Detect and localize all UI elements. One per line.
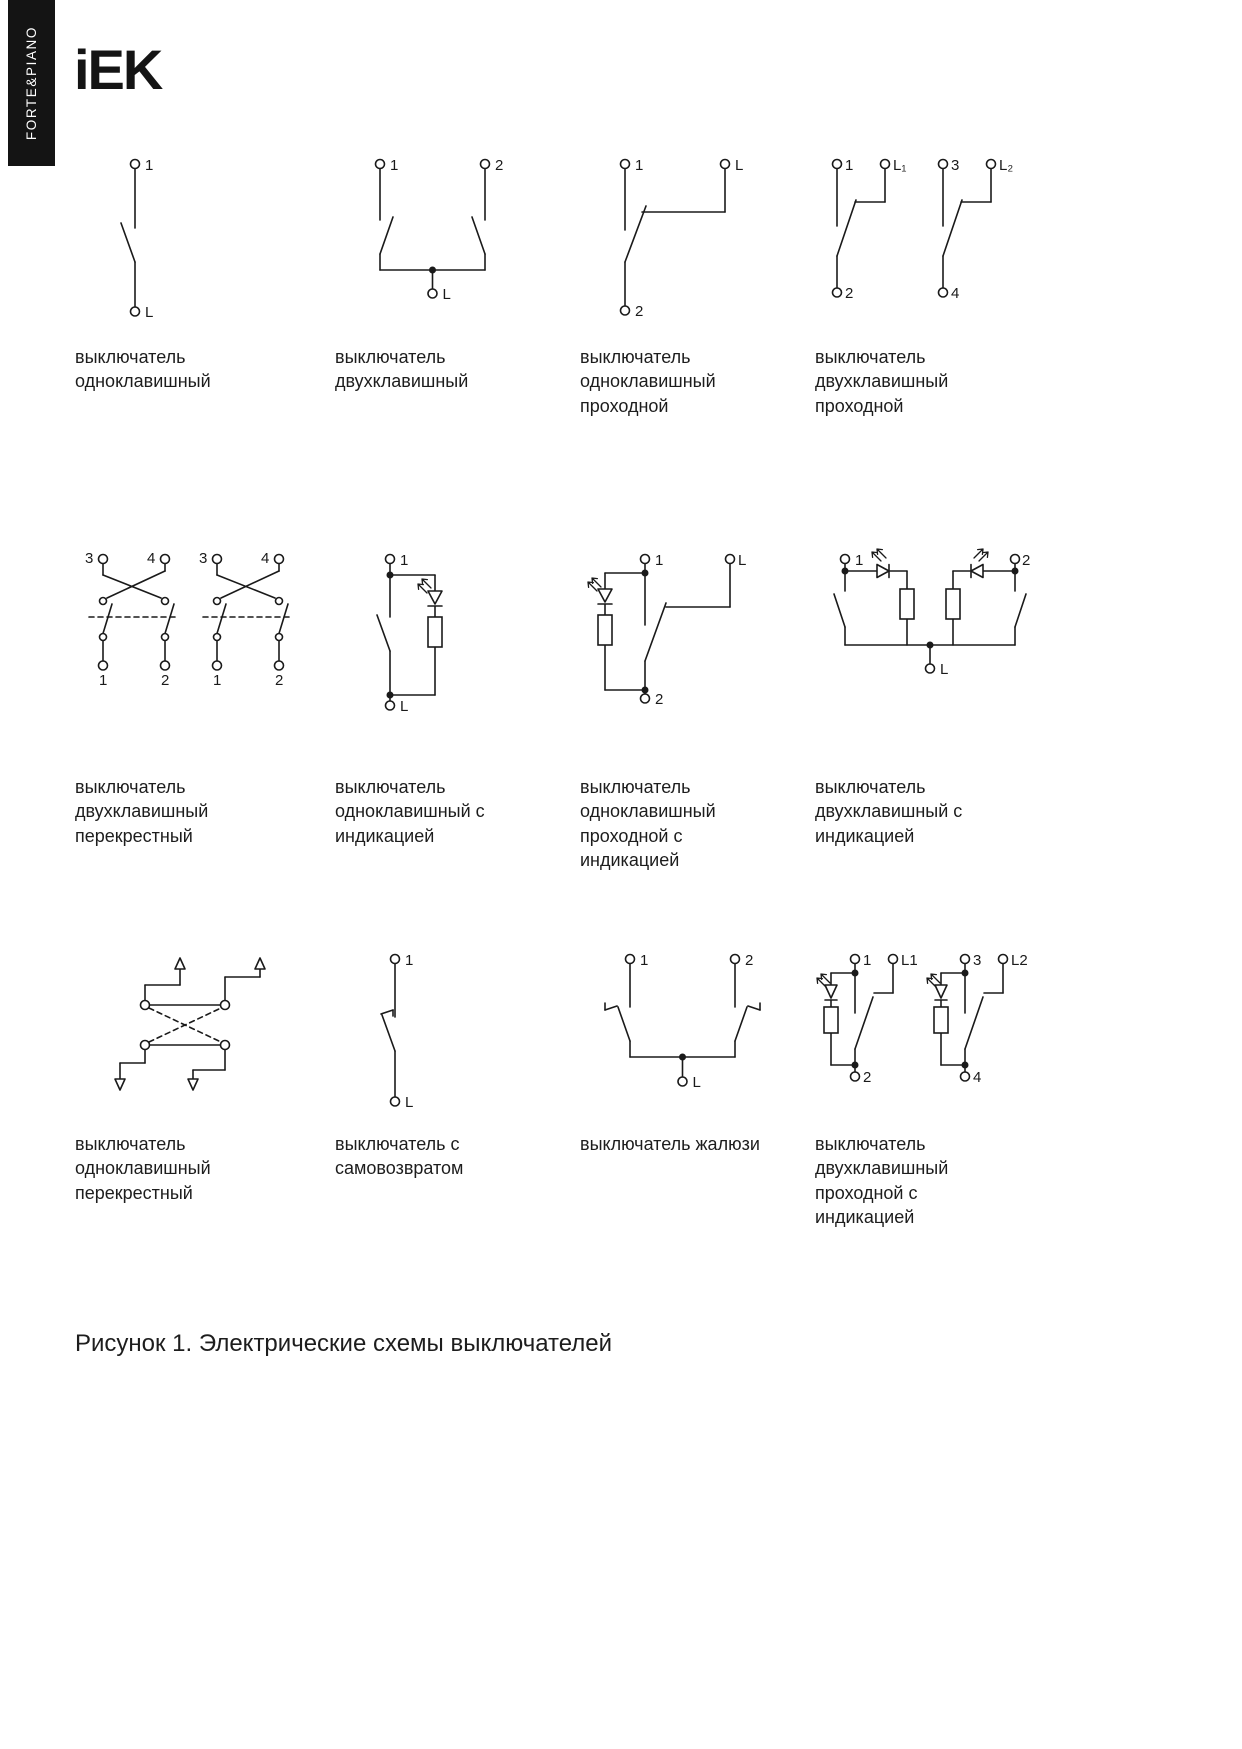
terminal-icon [851,955,860,964]
terminal-icon [213,555,222,564]
terminal-label: 1 [655,552,664,569]
terminal-icon [626,955,635,964]
junction-dot [962,970,969,977]
diagram-caption: выключатель двухклавишный [335,347,469,392]
switch-blade [217,604,226,634]
terminal-icon [939,160,948,169]
diagram-caption: выключатель жалюзи [580,1134,760,1154]
terminal-icon [621,306,630,315]
terminal-icon [841,555,850,564]
terminal-icon [889,955,898,964]
terminal-label: 1 [855,552,864,569]
led-indicator-icon [872,549,889,578]
contact-icon [100,634,107,641]
figure-switch-1gang-2way-indicator [580,545,815,872]
terminal-label: L₁ [893,157,907,174]
figure-switch-momentary [335,945,580,1229]
terminal-label: 1 [845,157,854,174]
switch-blade [382,1015,395,1051]
switch-blade [855,997,873,1049]
terminal-icon [851,1072,860,1081]
terminal-icon [161,555,170,564]
terminal-icon [926,664,935,673]
terminal-label: L [692,1074,701,1091]
circuit-switch-1gang-2way-indicator [580,545,790,720]
circuit-switch-2gang-2way-indicator [815,945,1055,1120]
terminal-label: 3 [951,157,960,174]
terminal-icon [621,160,630,169]
contact-icon [100,598,107,605]
light-emission-arrow [877,549,886,558]
terminal-label: 2 [161,672,170,689]
terminal-icon [131,160,140,169]
contact-icon [141,1001,150,1010]
circuit-switch-2gang-indicator [815,545,1045,720]
switch-blade [103,604,112,634]
terminal-label: 1 [635,157,644,174]
push-actuator-icon [748,1003,760,1010]
switch-blade [377,615,390,651]
switch-blade [645,603,666,661]
diagram-caption: выключатель одноклавишный проходной с индикацией [580,777,716,870]
switch-blade [380,217,393,254]
continuation-arrow-icon [115,1079,125,1090]
resistor-icon [946,589,960,619]
terminal-label: 3 [973,952,982,969]
terminal-label: 2 [275,672,284,689]
crossover-unit [199,550,293,689]
resistor-icon [598,615,612,645]
terminal-icon [131,307,140,316]
led-indicator-icon [971,549,988,578]
junction-dot [927,642,934,649]
contact-icon [221,1001,230,1010]
switch-blade [1015,594,1026,627]
contact-icon [276,598,283,605]
crossover-unit [85,550,179,689]
terminal-icon [726,555,735,564]
contact-icon [221,1041,230,1050]
terminal-label: 1 [145,157,154,174]
terminal-icon [881,160,890,169]
terminal-icon [391,955,400,964]
figure-switch-1gang [75,150,335,418]
terminal-label: L₂ [999,157,1014,174]
circuit-switch-1gang-2way [580,150,790,325]
terminal-label: L2 [1011,952,1028,969]
terminal-label: 4 [951,285,960,302]
resistor-icon [824,1007,838,1033]
terminal-icon [731,955,740,964]
light-emission-arrow [872,552,881,561]
wires [941,964,1003,1073]
wires [625,169,725,307]
contact-icon [214,598,221,605]
switch-blade [625,206,646,262]
figure-switch-1gang-intermediate [75,945,335,1229]
terminal-icon [641,555,650,564]
circuit-switch-2gang-2way [815,150,1045,325]
junction-dot [962,1062,969,1069]
diagram-caption: выключатель двухклавишный проходной [815,347,949,416]
brand-sidebar-text: FORTE&PIANO [24,25,39,141]
terminal-label: 2 [845,285,854,302]
terminal-label: 1 [400,552,409,569]
push-actuator-icon [605,1003,617,1010]
terminal-label: 1 [213,672,222,689]
resistor-icon [900,589,914,619]
wires [103,564,165,662]
wires [120,969,260,1079]
continuation-arrow-icon [175,958,185,969]
light-emission-arrow [422,579,431,588]
terminal-icon [481,160,490,169]
figure-switch-blinds [580,945,815,1229]
circuit-switch-1gang [75,150,285,325]
terminal-label: 4 [147,550,156,567]
diagram-caption: выключатель двухклавишный проходной с индикацией [815,1134,949,1227]
switch-blade [165,604,174,634]
figure-switch-1gang-2way [580,150,815,418]
terminal-label: 1 [390,157,399,174]
terminal-label: 3 [199,550,208,567]
terminal-label: L [442,286,451,303]
junction-dot [642,570,649,577]
figure-switch-2gang [335,150,580,418]
terminal-icon [961,1072,970,1081]
circuit-switch-blinds [580,945,790,1120]
contact-icon [214,634,221,641]
terminal-icon [99,661,108,670]
terminal-icon [961,955,970,964]
diagram-caption: выключатель одноклавишный [75,347,211,392]
light-emission-arrow [418,584,427,593]
two-way-indicator-unit [817,952,918,1086]
terminal-icon [213,661,222,670]
terminal-label: 1 [640,952,649,969]
terminal-label: L [940,661,949,678]
switch-blade [472,217,485,254]
switch-blade [121,223,135,262]
diagram-caption: выключатель с самовозвратом [335,1134,464,1179]
terminal-label: 2 [863,1069,872,1086]
switch-blade [834,594,845,627]
resistor-icon [428,617,442,647]
diagram-row-2 [75,545,1085,872]
terminal-label: 2 [635,303,644,320]
terminal-label: 1 [863,952,872,969]
terminal-icon [386,555,395,564]
figure-title: Рисунок 1. Электрические схемы выключателей [75,1330,613,1357]
terminal-label: L [145,304,154,321]
led-indicator-icon [927,974,947,1000]
circuit-switch-1gang-indicator [335,545,545,720]
diagram-caption: выключатель одноклавишный перекрестный [75,1134,211,1203]
terminal-icon [721,160,730,169]
terminal-icon [161,661,170,670]
terminal-icon [428,289,437,298]
terminal-label: 3 [85,550,94,567]
resistor-icon [934,1007,948,1033]
terminal-label: L [400,698,409,715]
terminal-icon [939,288,948,297]
circuit-switch-1gang-intermediate [75,945,305,1120]
terminal-icon [275,661,284,670]
terminal-icon [678,1077,687,1086]
light-emission-arrow [974,549,983,558]
terminal-icon [376,160,385,169]
switch-blade [943,200,962,256]
led-indicator-icon [817,974,837,1000]
circuit-switch-2gang-intermediate [75,545,305,720]
iek-logo: iEK [74,38,162,101]
terminal-label: 4 [973,1069,982,1086]
terminal-label: L [738,552,747,569]
terminal-icon [391,1097,400,1106]
terminal-label: 2 [1022,552,1031,569]
figure-switch-2gang-2way [815,150,1085,418]
diagram-caption: выключатель двухклавишный с индикацией [815,777,963,846]
wires [845,564,1015,665]
contact-icon [162,598,169,605]
wires [837,169,991,289]
diagram-caption: выключатель двухклавишный перекрестный [75,777,209,846]
wires [831,964,893,1073]
junction-dot [852,970,859,977]
junction-dot [1012,568,1019,575]
contact-icon [162,634,169,641]
junction-dot [387,572,394,579]
terminal-icon [1011,555,1020,564]
diagram-row-1 [75,150,1085,418]
contact-icon [141,1041,150,1050]
terminal-label: L [405,1094,414,1111]
switch-blade [735,1007,747,1041]
terminal-label: 2 [745,952,754,969]
junction-dot [679,1054,686,1061]
figure-switch-2gang-intermediate [75,545,335,872]
light-emission-arrow [979,552,988,561]
circuit-switch-2gang [335,150,545,325]
terminal-icon [987,160,996,169]
terminal-label: 2 [655,691,664,708]
switch-blade [837,200,856,256]
brand-sidebar [8,0,55,166]
diagram-row-3 [75,945,1085,1229]
terminal-label: 1 [405,952,414,969]
junction-dot [642,687,649,694]
switch-blade [965,997,983,1049]
terminal-label: L [735,157,744,174]
terminal-icon [386,701,395,710]
terminal-icon [833,160,842,169]
figure-switch-2gang-2way-indicator [815,945,1085,1229]
terminal-icon [641,694,650,703]
circuit-switch-momentary [335,945,545,1120]
contact-icon [276,634,283,641]
junction-dot [842,568,849,575]
wires [605,564,730,695]
led-indicator-icon [418,579,442,606]
diagram-caption: выключатель одноклавишный с индикацией [335,777,485,846]
two-way-indicator-unit [927,952,1028,1086]
junction-dot [852,1062,859,1069]
figure-switch-2gang-indicator [815,545,1085,872]
led-indicator-icon [588,578,612,604]
terminal-label: L1 [901,952,918,969]
terminal-icon [275,555,284,564]
switch-blade [618,1007,630,1041]
terminal-label: 1 [99,672,108,689]
terminal-icon [833,288,842,297]
diagram-caption: выключатель одноклавишный проходной [580,347,716,416]
continuation-arrow-icon [255,958,265,969]
terminal-icon [99,555,108,564]
junction-dot [429,267,436,274]
figure-switch-1gang-indicator [335,545,580,872]
junction-dot [387,692,394,699]
terminal-label: 2 [495,157,504,174]
terminal-icon [999,955,1008,964]
wires [217,564,279,662]
terminal-label: 4 [261,550,270,567]
switch-blade [279,604,288,634]
continuation-arrow-icon [188,1079,198,1090]
